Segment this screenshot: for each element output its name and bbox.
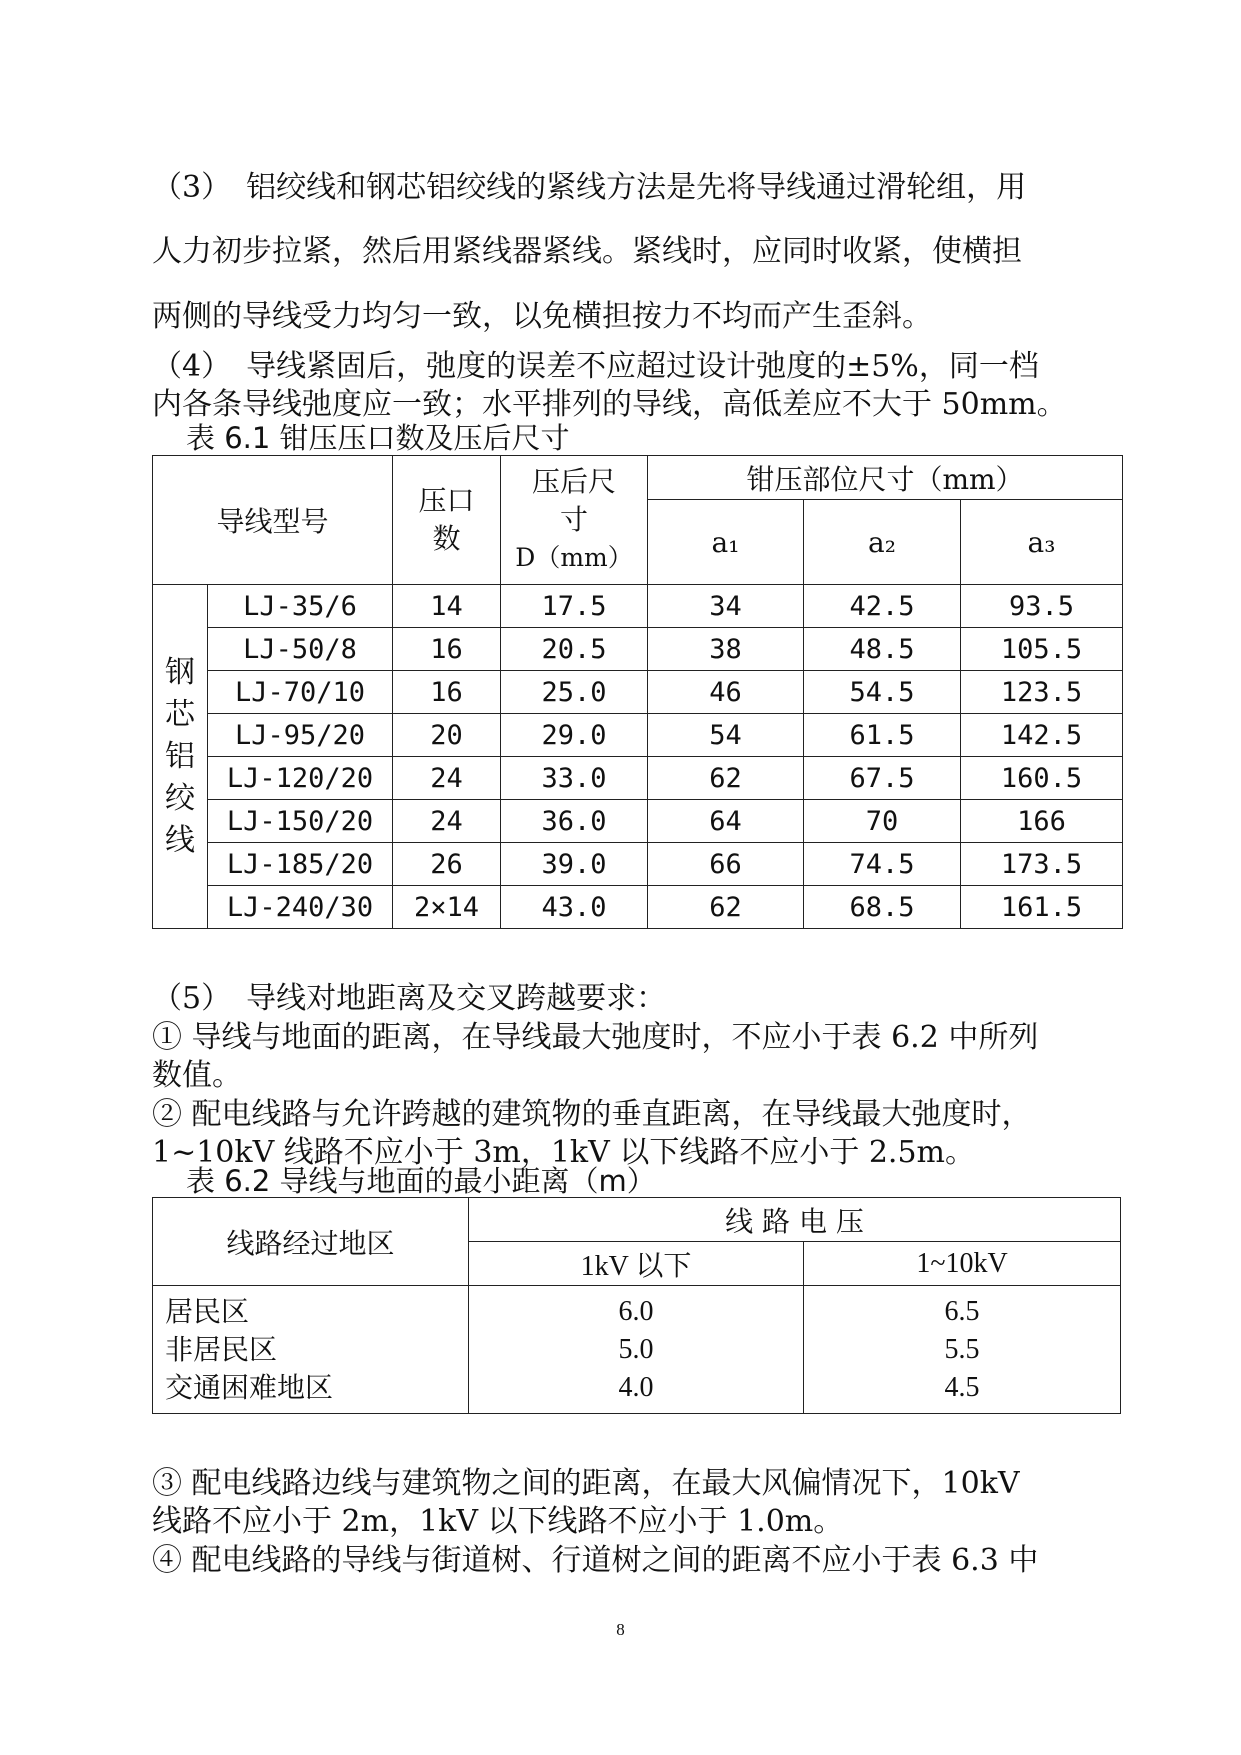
group-label-char: 绞 bbox=[165, 780, 195, 816]
cell-d: 43.0 bbox=[501, 886, 648, 929]
cell-count: 14 bbox=[393, 585, 501, 628]
cell-count: 24 bbox=[393, 757, 501, 800]
group-label bbox=[153, 585, 208, 929]
cell-a3: 166 bbox=[961, 800, 1123, 843]
cell-d: 25.0 bbox=[501, 671, 648, 714]
header-1-10kv: 1~10kV bbox=[804, 1242, 1121, 1286]
table-1-caption: 表 6.1 钳压压口数及压后尺寸 bbox=[186, 421, 570, 455]
area-residential: 居民区 bbox=[165, 1294, 250, 1328]
cell-count: 2×14 bbox=[393, 886, 501, 929]
group-label-char: 铝 bbox=[165, 738, 195, 774]
paragraph-3-line-3: 两侧的导线受力均匀一致，以免横担按力不均而产生歪斜。 bbox=[152, 299, 932, 334]
value-high-non-residential: 5.5 bbox=[944, 1333, 980, 1365]
cell-a1: 34 bbox=[648, 585, 804, 628]
cell-a2: 68.5 bbox=[804, 886, 961, 929]
group-label-char: 钢 bbox=[165, 654, 195, 690]
cell-a3: 173.5 bbox=[961, 843, 1123, 886]
cell-a2: 74.5 bbox=[804, 843, 961, 886]
page-number: 8 bbox=[616, 1620, 625, 1639]
cell-a3: 161.5 bbox=[961, 886, 1123, 929]
cell-a1: 66 bbox=[648, 843, 804, 886]
cell-model: LJ-95/20 bbox=[208, 714, 393, 757]
paragraph-5-line-1: （5） 导线对地距离及交叉跨越要求： bbox=[152, 981, 667, 1016]
paragraph-4-line-1: （4） 导线紧固后，弛度的误差不应超过设计弛度的±5%，同一档 bbox=[152, 349, 1039, 384]
cell-model: LJ-185/20 bbox=[208, 843, 393, 886]
header-below-1kv: 1kV 以下 bbox=[469, 1242, 804, 1286]
low-voltage-values bbox=[469, 1286, 804, 1414]
cell-count: 16 bbox=[393, 671, 501, 714]
value-low-difficult: 4.0 bbox=[618, 1371, 654, 1403]
crimp-size-table bbox=[152, 455, 1123, 929]
cell-count: 16 bbox=[393, 628, 501, 671]
item-1-line-1: ① 导线与地面的距离，在导线最大弛度时，不应小于表 6.2 中所列 bbox=[152, 1020, 1039, 1055]
item-3-line-2: 线路不应小于 2m，1kV 以下线路不应小于 1.0m。 bbox=[152, 1504, 844, 1539]
high-voltage-values bbox=[804, 1286, 1121, 1414]
header-voltage: 线 路 电 压 bbox=[469, 1198, 1121, 1242]
cell-a1: 54 bbox=[648, 714, 804, 757]
group-label-char: 线 bbox=[165, 822, 195, 858]
header-a2: a₂ bbox=[804, 500, 961, 585]
item-2-line-1: ② 配电线路与允许跨越的建筑物的垂直距离，在导线最大弛度时， bbox=[152, 1097, 1032, 1132]
paragraph-4-line-2: 内各条导线弛度应一致；水平排列的导线，高低差应不大于 50mm。 bbox=[152, 387, 1067, 422]
header-crimp-count-line-2: 数 bbox=[432, 522, 461, 555]
cell-a2: 67.5 bbox=[804, 757, 961, 800]
cell-a3: 93.5 bbox=[961, 585, 1123, 628]
cell-model: LJ-240/30 bbox=[208, 886, 393, 929]
cell-a2: 70 bbox=[804, 800, 961, 843]
cell-model: LJ-150/20 bbox=[208, 800, 393, 843]
cell-a3: 105.5 bbox=[961, 628, 1123, 671]
item-2-line-2: 1~10kV 线路不应小于 3m，1kV 以下线路不应小于 2.5m。 bbox=[152, 1135, 976, 1170]
area-difficult-access: 交通困难地区 bbox=[165, 1370, 334, 1404]
item-4-line-1: ④ 配电线路的导线与街道树、行道树之间的距离不应小于表 6.3 中 bbox=[152, 1543, 1039, 1578]
cell-a2: 54.5 bbox=[804, 671, 961, 714]
cell-a1: 62 bbox=[648, 757, 804, 800]
cell-model: LJ-70/10 bbox=[208, 671, 393, 714]
cell-a1: 46 bbox=[648, 671, 804, 714]
header-a3: a₃ bbox=[961, 500, 1123, 585]
cell-count: 20 bbox=[393, 714, 501, 757]
header-size-line-3: D（mm） bbox=[515, 543, 633, 572]
header-size-line-2: 寸 bbox=[560, 503, 589, 536]
item-3-line-1: ③ 配电线路边线与建筑物之间的距离，在最大风偏情况下，10kV bbox=[152, 1466, 1020, 1501]
header-crimp-count bbox=[393, 456, 501, 585]
value-high-residential: 6.5 bbox=[944, 1295, 980, 1327]
cell-model: LJ-35/6 bbox=[208, 585, 393, 628]
area-list bbox=[153, 1286, 469, 1414]
cell-d: 33.0 bbox=[501, 757, 648, 800]
value-low-residential: 6.0 bbox=[618, 1295, 654, 1327]
header-a1: a₁ bbox=[648, 500, 804, 585]
value-low-non-residential: 5.0 bbox=[618, 1333, 654, 1365]
header-size-line-1: 压后尺 bbox=[532, 465, 617, 498]
group-label-char: 芯 bbox=[165, 696, 195, 732]
header-post-crimp-size bbox=[501, 456, 648, 585]
cell-a3: 160.5 bbox=[961, 757, 1123, 800]
cell-a1: 62 bbox=[648, 886, 804, 929]
header-area: 线路经过地区 bbox=[153, 1198, 469, 1286]
cell-d: 29.0 bbox=[501, 714, 648, 757]
cell-a2: 42.5 bbox=[804, 585, 961, 628]
cell-a2: 48.5 bbox=[804, 628, 961, 671]
paragraph-3-line-2: 人力初步拉紧，然后用紧线器紧线。紧线时，应同时收紧，使横担 bbox=[152, 234, 1022, 269]
cell-d: 36.0 bbox=[501, 800, 648, 843]
cell-d: 17.5 bbox=[501, 585, 648, 628]
header-crimp-count-line-1: 压口 bbox=[418, 484, 475, 517]
cell-a1: 64 bbox=[648, 800, 804, 843]
cell-count: 26 bbox=[393, 843, 501, 886]
header-model: 导线型号 bbox=[153, 456, 393, 585]
ground-distance-table bbox=[152, 1197, 1121, 1414]
cell-model: LJ-50/8 bbox=[208, 628, 393, 671]
header-crimp-position: 钳压部位尺寸（mm） bbox=[648, 456, 1123, 500]
cell-a3: 142.5 bbox=[961, 714, 1123, 757]
cell-model: LJ-120/20 bbox=[208, 757, 393, 800]
cell-d: 20.5 bbox=[501, 628, 648, 671]
cell-a1: 38 bbox=[648, 628, 804, 671]
item-1-line-2: 数值。 bbox=[152, 1058, 242, 1093]
value-high-difficult: 4.5 bbox=[944, 1371, 980, 1403]
group-label-text bbox=[153, 652, 207, 862]
cell-count: 24 bbox=[393, 800, 501, 843]
table-2-caption: 表 6.2 导线与地面的最小距离（m） bbox=[186, 1164, 656, 1198]
cell-a3: 123.5 bbox=[961, 671, 1123, 714]
area-non-residential: 非居民区 bbox=[165, 1332, 278, 1366]
cell-a2: 61.5 bbox=[804, 714, 961, 757]
paragraph-3-line-1: （3） 铝绞线和钢芯铝绞线的紧线方法是先将导线通过滑轮组，用 bbox=[152, 170, 1027, 205]
cell-d: 39.0 bbox=[501, 843, 648, 886]
